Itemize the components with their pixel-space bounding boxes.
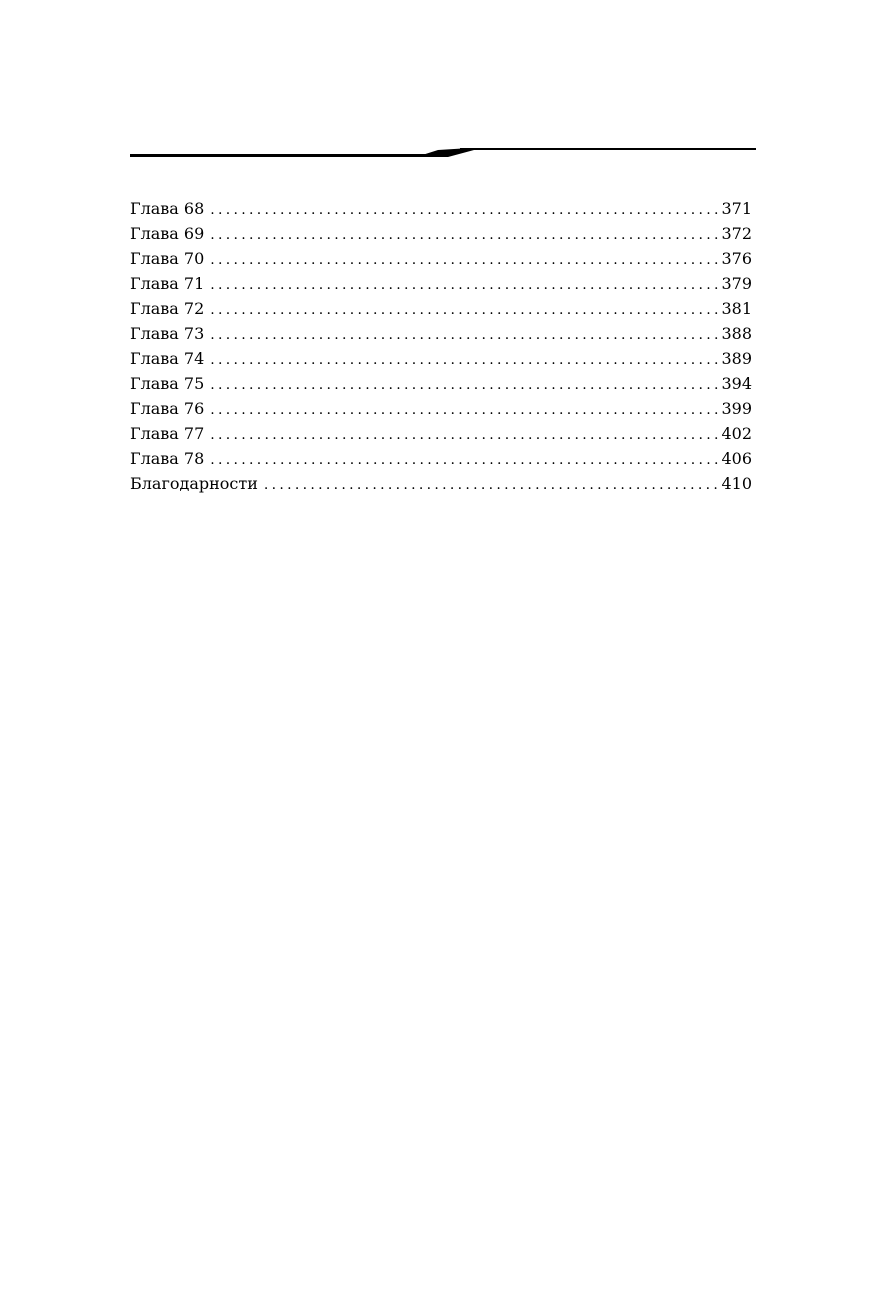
toc-entry-page: 394 [721, 374, 752, 393]
toc-entry-title: Глава 71 [130, 274, 205, 293]
toc-entry-page: 379 [721, 274, 752, 293]
toc-dot-leader [210, 348, 719, 371]
toc-entry-page: 410 [721, 474, 752, 493]
toc-entry-title: Глава 73 [130, 324, 205, 343]
toc-entry[interactable] [130, 246, 752, 271]
toc-dot-leader [210, 323, 719, 346]
toc-dot-leader [210, 223, 719, 246]
toc-entry[interactable] [130, 471, 752, 496]
toc-entry-page: 376 [721, 249, 752, 268]
toc-dot-leader [210, 273, 719, 296]
toc-dot-leader [210, 248, 719, 271]
toc-entry[interactable] [130, 196, 752, 221]
toc-entry[interactable] [130, 221, 752, 246]
toc-dot-leader [210, 448, 719, 471]
toc-entry-page: 406 [721, 449, 752, 468]
header-rule-divider [130, 145, 756, 159]
toc-entry-title: Глава 70 [130, 249, 205, 268]
toc-dot-leader [210, 423, 719, 446]
toc-entry-title: Глава 78 [130, 449, 205, 468]
toc-entry-title: Благодарности [130, 474, 258, 493]
toc-dot-leader [210, 373, 719, 396]
toc-entry-page: 388 [721, 324, 752, 343]
toc-entry-title: Глава 72 [130, 299, 205, 318]
toc-entry-title: Глава 76 [130, 399, 205, 418]
toc-entry[interactable] [130, 346, 752, 371]
toc-entry-title: Глава 75 [130, 374, 205, 393]
toc-dot-leader [210, 398, 719, 421]
toc-entry-title: Глава 69 [130, 224, 205, 243]
toc-entry[interactable] [130, 296, 752, 321]
toc-entry-page: 399 [721, 399, 752, 418]
toc-entry[interactable] [130, 421, 752, 446]
toc-entry-title: Глава 68 [130, 199, 205, 218]
toc-dot-leader [264, 473, 720, 496]
table-of-contents [130, 196, 752, 496]
toc-dot-leader [210, 298, 719, 321]
toc-entry-page: 381 [721, 299, 752, 318]
toc-entry[interactable] [130, 371, 752, 396]
toc-entry-title: Глава 77 [130, 424, 205, 443]
toc-entry-title: Глава 74 [130, 349, 205, 368]
toc-entry-page: 402 [721, 424, 752, 443]
toc-entry[interactable] [130, 396, 752, 421]
toc-entry[interactable] [130, 271, 752, 296]
toc-entry[interactable] [130, 321, 752, 346]
toc-entry-page: 372 [721, 224, 752, 243]
toc-entry[interactable] [130, 446, 752, 471]
toc-entry-page: 389 [721, 349, 752, 368]
toc-dot-leader [210, 198, 719, 221]
toc-entry-page: 371 [721, 199, 752, 218]
